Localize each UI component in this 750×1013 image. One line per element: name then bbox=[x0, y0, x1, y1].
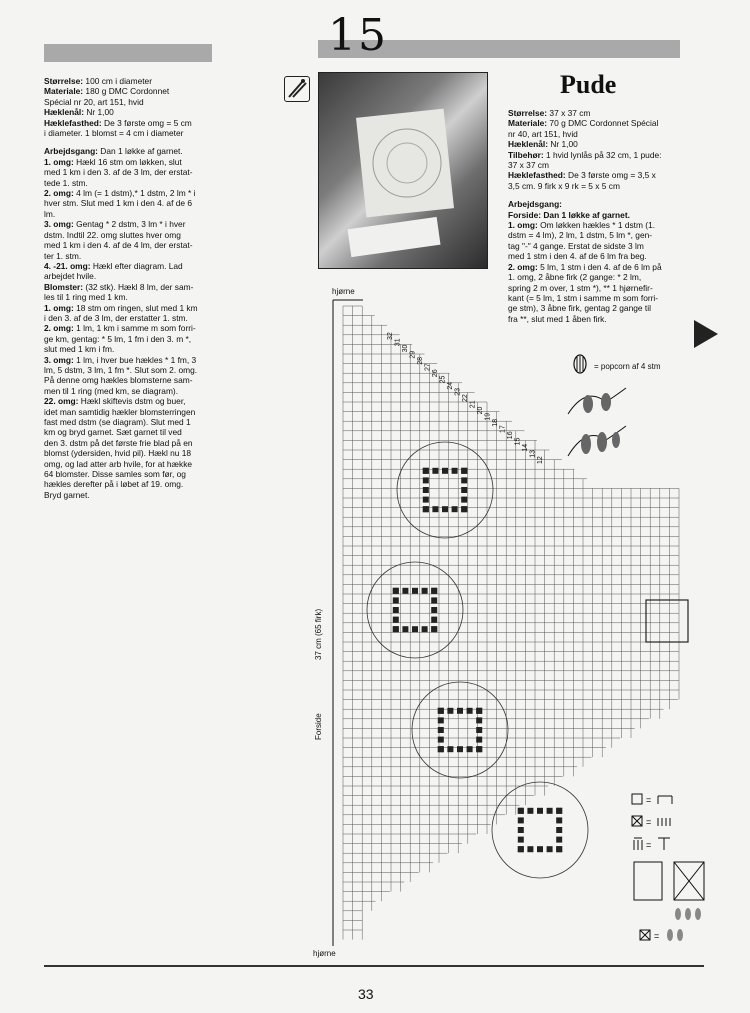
motif-block bbox=[476, 727, 482, 733]
bold-term: 1. omg: bbox=[44, 156, 74, 167]
right-instruction-line bbox=[508, 199, 703, 209]
motif-block bbox=[423, 468, 429, 474]
body-text: 180 g DMC Cordonnet bbox=[83, 86, 170, 97]
body-text: Om løkken hækles * 1 dstm (1. bbox=[537, 220, 656, 231]
right-instruction-line bbox=[508, 220, 703, 230]
row-number: 19 bbox=[484, 412, 492, 421]
motif-block bbox=[461, 506, 467, 512]
crochet-hook-icon bbox=[284, 76, 310, 102]
motif-block bbox=[438, 737, 444, 743]
motif-block bbox=[393, 617, 399, 623]
left-instruction-line bbox=[44, 128, 259, 138]
left-instruction-line bbox=[44, 479, 259, 489]
right-instruction-line bbox=[508, 210, 703, 220]
motif-block bbox=[518, 837, 524, 843]
motif-block bbox=[447, 708, 453, 714]
motif-block bbox=[556, 808, 562, 814]
left-instruction-line bbox=[44, 178, 259, 188]
right-instruction-line bbox=[508, 118, 703, 128]
bold-term: Hæklefasthed: bbox=[508, 170, 566, 181]
left-instruction-line bbox=[44, 313, 259, 323]
motif-block bbox=[461, 506, 467, 512]
chart-grid bbox=[343, 306, 679, 940]
left-instruction-line bbox=[44, 448, 259, 458]
motif-block bbox=[452, 506, 458, 512]
right-instruction-line bbox=[508, 251, 703, 261]
left-instruction-line bbox=[44, 240, 259, 250]
motif-block bbox=[527, 808, 533, 814]
motif-block bbox=[457, 708, 463, 714]
bold-term: Tilbehør: bbox=[508, 149, 544, 160]
row-number: 22 bbox=[462, 394, 469, 402]
popcorn-icon bbox=[570, 352, 590, 378]
body-text: 1. omg, 2 åbne firk (2 gange: * 2 lm, bbox=[508, 272, 642, 283]
corner-bottom-label: hjørne bbox=[313, 949, 336, 958]
right-instruction-line bbox=[508, 108, 703, 118]
svg-text:=: = bbox=[654, 931, 660, 941]
right-instruction-line bbox=[508, 181, 703, 191]
footer-rule bbox=[44, 965, 704, 967]
motif-block bbox=[518, 827, 524, 833]
row-number: 27 bbox=[424, 363, 432, 371]
bold-term: Hæklenål: bbox=[44, 107, 85, 118]
section-number: 15 bbox=[328, 10, 388, 61]
bold-term: 3. omg: bbox=[44, 354, 74, 365]
body-text: ge km, gentag: * 5 lm, 1 fm i den 3. m *, bbox=[44, 333, 192, 344]
motif-block bbox=[393, 588, 399, 594]
svg-text:=: = bbox=[646, 840, 652, 850]
body-text: Hækl 16 stm om løkken, slut bbox=[73, 156, 182, 167]
body-text: lm, 5 dstm, 3 lm, 1 fm *. Slut som 2. omg. bbox=[44, 364, 198, 375]
body-text: (32 stk). Hækl 8 lm, der sam- bbox=[83, 281, 194, 292]
motif-block bbox=[556, 808, 562, 814]
motif-block bbox=[432, 468, 438, 474]
motif-block bbox=[556, 837, 562, 843]
motif-ring bbox=[367, 562, 463, 658]
bold-term: 2. omg: bbox=[44, 323, 74, 334]
body-text: Gentag * 2 dstm, 3 lm * i hver bbox=[73, 219, 186, 230]
right-instruction-line bbox=[508, 160, 703, 170]
bold-term: 1. omg: bbox=[508, 220, 538, 231]
body-text: 37 x 37 cm bbox=[508, 160, 549, 171]
motif-block bbox=[461, 468, 467, 474]
popcorn-diagram-2 bbox=[566, 422, 628, 458]
row-number: 14 bbox=[522, 443, 529, 452]
body-text: idet man samtidig hækler blomsterringen bbox=[44, 406, 196, 417]
body-text: 70 g DMC Cordonnet Spécial bbox=[547, 118, 659, 129]
bold-term: 2. omg: bbox=[44, 188, 74, 199]
bold-term: Hæklenål: bbox=[508, 139, 549, 150]
left-instruction-line bbox=[44, 365, 259, 375]
row-number: 21 bbox=[469, 400, 477, 409]
motif-block bbox=[537, 846, 543, 852]
motif-ring bbox=[492, 782, 588, 878]
bold-term: Hæklefasthed: bbox=[44, 117, 102, 128]
body-text: hækles derefter på i løbet af 19. omg. bbox=[44, 479, 184, 490]
flower-motif bbox=[492, 782, 588, 878]
body-text: Hækl efter diagram. Lad bbox=[90, 260, 183, 271]
motif-block bbox=[518, 817, 524, 823]
motif-block bbox=[393, 626, 399, 632]
left-instruction-line bbox=[44, 469, 259, 479]
right-instruction-line bbox=[508, 170, 703, 180]
left-instruction-line bbox=[44, 146, 259, 156]
motif-block bbox=[461, 477, 467, 483]
flower-motif bbox=[397, 442, 493, 538]
motif-block bbox=[527, 846, 533, 852]
row-number: 24 bbox=[447, 381, 454, 390]
bold-term: 1. omg: bbox=[44, 302, 74, 313]
motif-block bbox=[423, 477, 429, 483]
left-instruction-line bbox=[44, 459, 259, 469]
left-instruction-line bbox=[44, 386, 259, 396]
body-text: Bryd garnet. bbox=[44, 489, 90, 500]
bold-term: Arbejdsgang: bbox=[508, 199, 562, 210]
right-instruction-line bbox=[508, 230, 703, 240]
row-number: 18 bbox=[492, 419, 499, 427]
bold-term: 4. -21. omg: bbox=[44, 260, 91, 271]
row-number: 32 bbox=[387, 332, 394, 340]
motif-block bbox=[431, 588, 437, 594]
motif-block bbox=[476, 737, 482, 743]
motif-block bbox=[431, 626, 437, 632]
left-instruction-line bbox=[44, 157, 259, 167]
bold-term: Materiale: bbox=[44, 86, 84, 97]
right-instruction-line bbox=[508, 241, 703, 251]
motif-block bbox=[438, 727, 444, 733]
body-text: den 3. dstm på det første frie blad på en bbox=[44, 437, 193, 448]
right-instruction-line bbox=[508, 150, 703, 160]
motif-block bbox=[556, 846, 562, 852]
right-instruction-line bbox=[508, 272, 703, 282]
pillow-photo bbox=[318, 72, 488, 269]
bold-term: 22. omg: bbox=[44, 396, 79, 407]
body-text: Nr 1,00 bbox=[84, 107, 114, 118]
stitch-legend bbox=[630, 790, 710, 950]
body-text: dstm. Indtil 22. omg sluttes hver omg bbox=[44, 229, 181, 240]
row-number: 13 bbox=[529, 450, 537, 458]
motif-block bbox=[402, 588, 408, 594]
bold-term: Størrelse: bbox=[508, 108, 548, 118]
motif-block bbox=[438, 746, 444, 752]
motif-block bbox=[547, 846, 553, 852]
left-instruction-line bbox=[44, 251, 259, 261]
page-number: 33 bbox=[358, 986, 374, 1002]
motif-block bbox=[393, 607, 399, 613]
body-text: spring 2 m over, 1 stm *), ** 1 hjørnefir- bbox=[508, 282, 653, 293]
body-text: ge stm), 3 åbne firk, gentag 2 gange til bbox=[508, 303, 651, 314]
motif-block bbox=[461, 487, 467, 493]
motif-block bbox=[423, 506, 429, 512]
motif-block bbox=[431, 588, 437, 594]
body-text: arbejdet hvile. bbox=[44, 271, 97, 282]
body-text: km og bryd garnet. Sæt garnet til ved bbox=[44, 427, 182, 438]
motif-block bbox=[467, 708, 473, 714]
body-text: 64 blomster. Disse samles som før, og bbox=[44, 469, 186, 480]
left-instruction-line bbox=[44, 344, 259, 354]
left-instruction-line bbox=[44, 261, 259, 271]
body-text: slut med 1 km i fm. bbox=[44, 344, 115, 355]
body-text: På denne omg hækles blomsterne sam- bbox=[44, 375, 193, 386]
motif-block bbox=[438, 717, 444, 723]
body-text: 100 cm i diameter bbox=[83, 76, 152, 86]
motif-block bbox=[422, 626, 428, 632]
motif-block bbox=[518, 846, 524, 852]
body-text: kant (= 5 lm, 1 stm i samme m som forri- bbox=[508, 292, 659, 303]
row-number: 16 bbox=[507, 431, 514, 440]
body-text: Spécial nr 20, art 151, hvid bbox=[44, 96, 144, 107]
left-instruction-line bbox=[44, 292, 259, 302]
flower-motif bbox=[367, 562, 463, 658]
header-bar-left bbox=[44, 44, 212, 62]
popcorn-label: = popcorn af 4 stm bbox=[594, 362, 661, 371]
body-text: 37 x 37 cm bbox=[547, 108, 591, 118]
svg-text:=: = bbox=[646, 795, 652, 805]
right-instruction-line bbox=[508, 129, 703, 139]
body-text: med 1 km i den 3. af de 3 lm, der erstat- bbox=[44, 167, 193, 178]
motif-block bbox=[556, 846, 562, 852]
body-text: De 3 første omg = 5 cm bbox=[101, 117, 192, 128]
left-instructions bbox=[44, 76, 259, 500]
motif-block bbox=[423, 468, 429, 474]
body-text: les til 1 ring med 1 km. bbox=[44, 292, 128, 303]
left-instruction-line bbox=[44, 198, 259, 208]
row-number: 23 bbox=[454, 388, 462, 396]
body-text: blomst (ydersiden, hvid pil). Hækl nu 18 bbox=[44, 448, 192, 459]
body-text: i den 3. af de 3 lm, der erstatter 1. stm. bbox=[44, 312, 188, 323]
body-text: fast med dstm (se diagram). Slut med 1 bbox=[44, 417, 191, 427]
corner-top-label: hjørne bbox=[332, 287, 355, 296]
left-instruction-line bbox=[44, 323, 259, 333]
body-text: 1 lm, 1 km i samme m som forri- bbox=[73, 323, 196, 334]
left-instruction-line bbox=[44, 427, 259, 437]
left-instruction-line bbox=[44, 118, 259, 128]
left-instruction-line bbox=[44, 209, 259, 219]
motif-block bbox=[518, 808, 524, 814]
next-page-arrow-icon bbox=[694, 320, 718, 348]
body-text: 5 lm, 1 stm i den 4. af de 6 lm på bbox=[537, 261, 662, 272]
body-text: 18 stm om ringen, slut med 1 km bbox=[73, 302, 198, 313]
motif-ring bbox=[397, 442, 493, 538]
body-text: De 3 første omg = 3,5 x bbox=[565, 170, 656, 181]
left-instruction-line bbox=[44, 407, 259, 417]
body-text: men til 1 ring (med km, se diagram). bbox=[44, 385, 179, 396]
left-instruction-line bbox=[44, 438, 259, 448]
row-number: 25 bbox=[439, 375, 447, 384]
row-number: 15 bbox=[514, 437, 522, 446]
motif-block bbox=[467, 746, 473, 752]
motif-block bbox=[518, 846, 524, 852]
body-text: i diameter. 1 blomst = 4 cm i diameter bbox=[44, 128, 184, 139]
motif-block bbox=[447, 746, 453, 752]
motif-block bbox=[431, 597, 437, 603]
body-text: Hækl skiftevis dstm og buer, bbox=[78, 396, 186, 407]
bold-term: Størrelse: bbox=[44, 76, 84, 86]
body-text: nr 40, art 151, hvid bbox=[508, 128, 578, 139]
left-instruction-line bbox=[44, 271, 259, 281]
left-instruction-line bbox=[44, 167, 259, 177]
motif-block bbox=[412, 588, 418, 594]
right-instructions bbox=[508, 108, 703, 324]
motif-block bbox=[438, 746, 444, 752]
motif-block bbox=[431, 607, 437, 613]
svg-text:=: = bbox=[646, 817, 652, 827]
motif-block bbox=[432, 506, 438, 512]
right-instruction-line bbox=[508, 262, 703, 272]
motif-block bbox=[452, 468, 458, 474]
motif-block bbox=[423, 487, 429, 493]
body-text: 1 hvid lynlås på 32 cm, 1 pude: bbox=[543, 149, 662, 160]
bold-term: Arbejdsgang: bbox=[44, 146, 98, 157]
left-instruction-line bbox=[44, 86, 259, 96]
motif-block bbox=[476, 746, 482, 752]
paragraph-gap bbox=[508, 191, 703, 199]
motif-block bbox=[442, 468, 448, 474]
motif-block bbox=[402, 626, 408, 632]
chart-frame bbox=[333, 300, 363, 946]
row-number: 12 bbox=[537, 456, 544, 464]
center-medallion bbox=[646, 600, 688, 642]
left-instruction-line bbox=[44, 76, 259, 86]
left-instruction-line bbox=[44, 334, 259, 344]
left-instruction-line bbox=[44, 396, 259, 406]
row-number: 17 bbox=[499, 425, 507, 433]
motif-block bbox=[442, 506, 448, 512]
body-text: dstm = 4 lm), 2 lm, 1 dstm, 5 lm *, gen- bbox=[508, 230, 653, 241]
left-instruction-line bbox=[44, 188, 259, 198]
flower-motif bbox=[412, 682, 508, 778]
left-instruction-line bbox=[44, 490, 259, 500]
body-text: ter 1. stm. bbox=[44, 250, 82, 261]
bold-term: Materiale: bbox=[508, 118, 548, 129]
side-measure-label: 37 cm (65 firk) bbox=[314, 608, 323, 660]
motif-block bbox=[476, 708, 482, 714]
row-number: 28 bbox=[417, 357, 424, 365]
body-text: med 1 stm i den 4. af de 6 lm fra beg. bbox=[508, 251, 647, 262]
bold-term: 3. omg: bbox=[44, 219, 74, 230]
body-text: Dan 1 løkke af garnet. bbox=[97, 146, 183, 157]
motif-block bbox=[431, 626, 437, 632]
body-text: 4 lm (= 1 dstm),* 1 dstm, 2 lm * i bbox=[73, 188, 196, 199]
right-instruction-line bbox=[508, 303, 703, 313]
body-text: 3,5 cm. 9 firk x 9 rk = 5 x 5 cm bbox=[508, 180, 620, 191]
body-text: Nr 1,00 bbox=[548, 139, 578, 150]
bold-term: 2. omg: bbox=[508, 261, 538, 272]
left-instruction-line bbox=[44, 417, 259, 427]
popcorn-diagram-1 bbox=[566, 384, 628, 418]
row-number: 30 bbox=[402, 344, 409, 353]
motif-block bbox=[457, 746, 463, 752]
motif-block bbox=[461, 468, 467, 474]
right-instruction-line bbox=[508, 314, 703, 324]
left-instruction-line bbox=[44, 107, 259, 117]
row-number: 31 bbox=[394, 338, 402, 347]
motif-block bbox=[476, 708, 482, 714]
motif-block bbox=[461, 497, 467, 503]
motif-block bbox=[518, 808, 524, 814]
motif-block bbox=[438, 708, 444, 714]
motif-block bbox=[438, 708, 444, 714]
motif-block bbox=[393, 597, 399, 603]
bold-term: Blomster: bbox=[44, 281, 84, 292]
row-number: 29 bbox=[409, 350, 417, 359]
bold-term: Forside: Dan 1 løkke af garnet. bbox=[508, 209, 630, 220]
motif-block bbox=[537, 808, 543, 814]
motif-block bbox=[423, 497, 429, 503]
motif-block bbox=[476, 746, 482, 752]
body-text: tag "-" 4 gange. Erstat de sidste 3 lm bbox=[508, 240, 644, 251]
left-instruction-line bbox=[44, 282, 259, 292]
motif-block bbox=[423, 506, 429, 512]
left-instruction-line bbox=[44, 303, 259, 313]
body-text: omg, og lad atter arb hvile, for at hække bbox=[44, 458, 193, 469]
row-number: 26 bbox=[432, 369, 439, 378]
motif-block bbox=[556, 827, 562, 833]
left-instruction-line bbox=[44, 230, 259, 240]
body-text: hver stm. Slut med 1 km i den 4. af de 6 bbox=[44, 198, 193, 209]
motif-block bbox=[547, 808, 553, 814]
pattern-title: Pude bbox=[560, 70, 617, 99]
right-instruction-line bbox=[508, 283, 703, 293]
right-instruction-line bbox=[508, 139, 703, 149]
right-instruction-line bbox=[508, 293, 703, 303]
motif-block bbox=[422, 588, 428, 594]
body-text: fra **, slut med 1 åben firk. bbox=[508, 313, 607, 324]
motif-block bbox=[393, 588, 399, 594]
left-instruction-line bbox=[44, 97, 259, 107]
row-number: 20 bbox=[477, 406, 484, 415]
motif-block bbox=[476, 717, 482, 723]
left-instruction-line bbox=[44, 355, 259, 365]
body-text: med 1 km i den 4. af de 4 lm, der erstat- bbox=[44, 240, 193, 251]
motif-block bbox=[556, 817, 562, 823]
left-instruction-line bbox=[44, 375, 259, 385]
side-label: Forside bbox=[314, 713, 323, 740]
body-text: lm. bbox=[44, 208, 56, 219]
body-text: tede 1. stm. bbox=[44, 177, 88, 188]
paragraph-gap bbox=[44, 138, 259, 146]
motif-block bbox=[431, 617, 437, 623]
motif-block bbox=[393, 626, 399, 632]
body-text: 1 lm, i hver bue hækles * 1 fm, 3 bbox=[73, 354, 197, 365]
left-instruction-line bbox=[44, 219, 259, 229]
motif-block bbox=[412, 626, 418, 632]
motif-ring bbox=[412, 682, 508, 778]
